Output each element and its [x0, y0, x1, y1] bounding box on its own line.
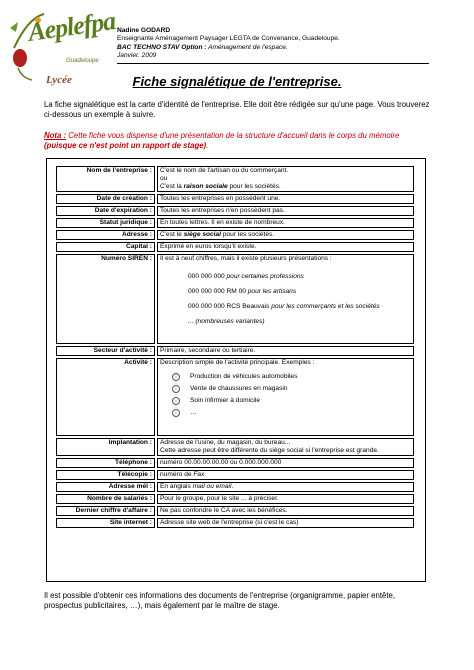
row-label: Implantation :	[56, 438, 155, 456]
row-label: Date de création :	[56, 194, 155, 204]
table-row	[56, 458, 414, 468]
table-row	[56, 518, 414, 528]
nota-paragraph	[44, 131, 424, 150]
course-bold: BAC TECHNO STAV Option :	[117, 43, 207, 51]
nota-bold: (puisque ce n'est point un rapport de stage)	[44, 140, 207, 150]
row-label: Statut juridique :	[56, 218, 155, 228]
table-row	[56, 254, 414, 344]
table-row	[56, 506, 414, 516]
row-label: Adresse :	[56, 230, 155, 240]
row-value	[157, 482, 414, 492]
bullet-icon: •	[172, 385, 180, 393]
row-value	[157, 254, 414, 344]
row-value: Ne pas confondre le CA avec les bénéfices.	[157, 506, 414, 516]
row-label: Numéro SIREN :	[56, 254, 155, 344]
author-header	[117, 27, 340, 60]
list-item	[160, 385, 411, 393]
siren-desc: pour certaines professions	[226, 273, 304, 280]
table-row	[56, 482, 414, 492]
row-label: Nombre de salariés :	[56, 494, 155, 504]
row-value	[157, 230, 414, 240]
value-text: pour les sociétés.	[221, 231, 275, 238]
value-text: pour les sociétés.	[227, 183, 281, 190]
value-text: .	[231, 483, 234, 490]
table-row	[56, 438, 414, 456]
bullet-icon: •	[172, 373, 180, 381]
siren-number: 000 000 000 RCS Beauvais	[188, 303, 272, 310]
siren-number: 000 000 000	[188, 273, 227, 280]
value-text: numéro de	[160, 471, 194, 478]
value-line: C'est le nom de l'artisan ou du commerçant.	[160, 167, 289, 174]
bullet-icon: •	[172, 409, 180, 417]
logo-subtitle: Guadeloupe	[66, 58, 99, 64]
row-value	[157, 438, 414, 456]
list-item	[160, 397, 411, 405]
company-info-table	[54, 164, 416, 530]
value-line	[160, 183, 411, 191]
siren-example	[160, 303, 411, 311]
table-row	[56, 166, 414, 192]
row-value: Toutes les entreprises n'en possèdent pas.	[157, 206, 414, 216]
nota-text: Cette fiche vous dispense d'une présentation de la structure d'accueil dans le corps du mémoire	[66, 131, 400, 140]
closing-paragraph: Il est possible d'obtenir ces informations des documents de l'entreprise (organigramme, papier entête, prospectus publicitaires, …), mais également par le maître de stage.	[44, 591, 395, 610]
row-label: Télécopie :	[56, 470, 155, 480]
table-row	[56, 470, 414, 480]
value-line: ou	[160, 175, 168, 182]
author-role: Enseignante Aménagement Paysager LEGTA de Convenance, Guadeloupe.	[117, 35, 340, 43]
table-row	[56, 242, 414, 252]
bullet-icon: •	[172, 397, 180, 405]
value-line: Adresse de l'usine, du magasin, du bureau...	[160, 439, 291, 446]
row-label: Dernier chiffre d'affaire :	[56, 506, 155, 516]
value-text: En anglais	[160, 483, 193, 490]
list-item	[160, 409, 411, 417]
row-value: Adresse site web de l'entreprise (si c'est le cas)	[157, 518, 414, 528]
row-label: Capital :	[56, 242, 155, 252]
author-name: Nadine GODARD	[117, 27, 171, 34]
list-item-text: Vente de chaussures en magasin	[190, 385, 288, 392]
nota-end: .	[206, 140, 209, 150]
nota-label: Nota :	[44, 131, 67, 140]
value-text: C'est le	[160, 231, 184, 238]
course-line	[117, 44, 340, 52]
row-label: Activité :	[56, 358, 155, 436]
document-date: Janvier. 2009	[117, 51, 157, 59]
intro-paragraph: La fiche signalétique est la carte d'identité de l'entreprise. Elle doit être rédigée sur qu'une page. Vous trouverez ci-dessous un exemple à suivre.	[44, 100, 430, 119]
table-row	[56, 494, 414, 504]
value-emphasis: mail ou email	[192, 483, 232, 490]
row-value: Pour le groupe, pour le site ... à préciser.	[157, 494, 414, 504]
row-label: Nom de l'entreprise :	[56, 166, 155, 192]
row-value	[157, 470, 414, 480]
value-line: Description simple de l'activité principale. Exemples :	[160, 359, 315, 366]
siren-example	[160, 288, 411, 296]
siren-example	[160, 273, 411, 281]
siren-desc: pour les artisans	[247, 288, 297, 295]
value-emphasis: siège social	[183, 231, 222, 238]
row-value	[157, 166, 414, 192]
row-value: Toutes les entreprises en possèdent une.	[157, 194, 414, 204]
table-row	[56, 194, 414, 204]
siren-desc: pour les commerçants et les sociétés	[271, 303, 380, 310]
row-value: Primaire, secondaire ou tertiaire.	[157, 346, 414, 356]
row-label: Adresse mél :	[56, 482, 155, 492]
table-row	[56, 218, 414, 228]
activity-list	[160, 373, 411, 417]
row-value: numéro 00.00.00.00.00 ou 0.000.000.000	[157, 458, 414, 468]
list-item-text: Soin infirmier à domicile	[190, 397, 260, 404]
value-line: Il est à neuf chiffres, mais il existe plusieurs présentations :	[160, 255, 332, 262]
table-row	[56, 230, 414, 240]
list-item-text: …	[190, 409, 197, 416]
table-row	[56, 346, 414, 356]
header-divider	[117, 63, 429, 64]
logo-wordmark: Aeplefpa	[26, 6, 117, 47]
row-label: Site internet :	[56, 518, 155, 528]
value-emphasis: raison sociale	[183, 183, 228, 190]
course-rest: Aménagement de l'espace.	[206, 43, 288, 51]
siren-number: 000 000 000 RM 00	[188, 288, 248, 295]
row-label: Secteur d'activité :	[56, 346, 155, 356]
row-label: Date d'expiration :	[56, 206, 155, 216]
value-text: C'est la	[160, 183, 184, 190]
list-item	[160, 373, 411, 381]
logo-lycee: Lycée	[46, 74, 72, 86]
row-value: En toutes lettres. Il en existe de nombreux.	[157, 218, 414, 228]
table-row	[56, 206, 414, 216]
siren-example: ... (nombreuses variantes)	[188, 318, 265, 325]
value-emphasis: Fax	[193, 471, 205, 478]
row-label: Téléphone :	[56, 458, 155, 468]
list-item-text: Production de véhicules automobiles	[190, 373, 298, 380]
table-row	[56, 358, 414, 436]
row-value	[157, 358, 414, 436]
page-title: Fiche signalétique de l'entreprise.	[132, 74, 342, 89]
row-value: Exprimé en euros lorsqu'il existe.	[157, 242, 414, 252]
value-line: Cette adresse peut être différente du siège social si l'entreprise est grande.	[160, 447, 379, 454]
